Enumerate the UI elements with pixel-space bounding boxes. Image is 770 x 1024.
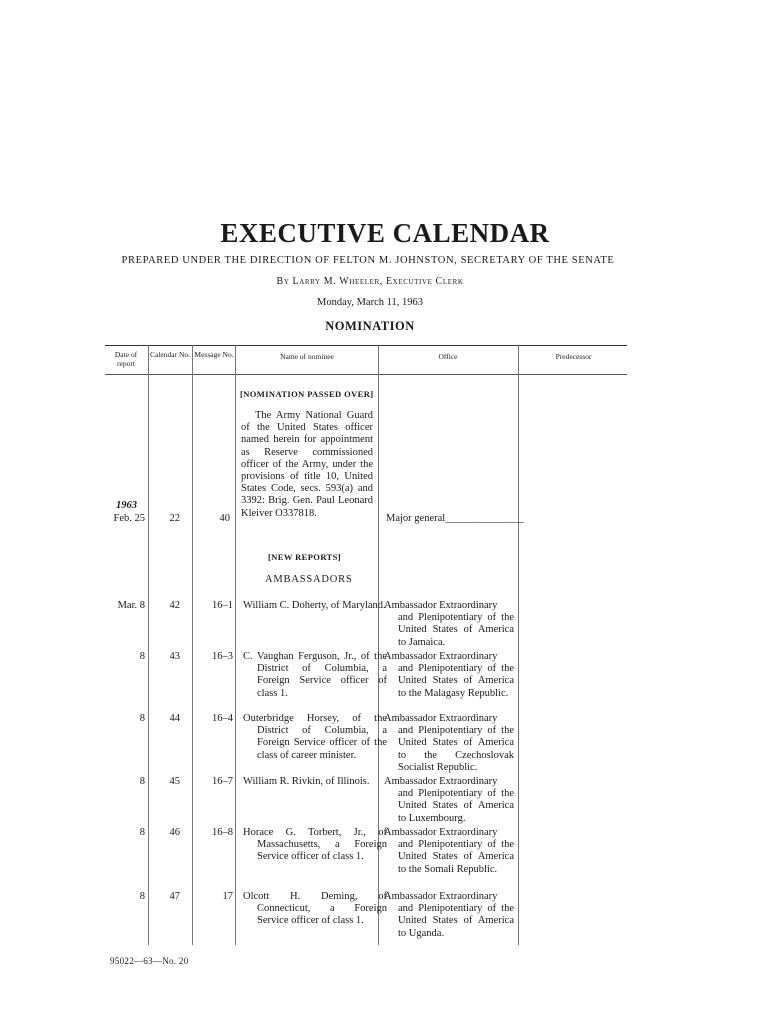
passed-over-heading: [NOMINATION PASSED OVER] [240, 389, 374, 399]
table-row-office [384, 776, 514, 825]
column-header-predecessor: Predecessor [555, 352, 592, 361]
office-first-line: Ambassador Extraordinary [384, 891, 498, 902]
office-continuation: and Plenipotentiary of the United States of America to the Malagasy Republic. [398, 663, 514, 699]
table-row-calendar-no: 44 [169, 713, 180, 724]
passed-over-message-no: 40 [219, 513, 230, 524]
office-continuation: and Plenipotentiary of the United States of America to Jamaica. [398, 612, 514, 648]
table-row-message-no: 16–3 [212, 651, 233, 662]
table-row-office [384, 600, 514, 649]
table-row-calendar-no: 47 [169, 891, 180, 902]
table-row-office [384, 891, 514, 940]
office-continuation: and Plenipotentiary of the United States of America to the Somali Republic. [398, 839, 514, 875]
table-row-nominee: Horace G. Torbert, Jr., of Massachusetts, a Foreign Service officer of class 1. [243, 827, 387, 863]
table-row-calendar-no: 45 [169, 776, 180, 787]
table-row-message-no: 16–1 [212, 600, 233, 611]
byline: By Larry M. Wheeler, Executive Clerk [276, 276, 464, 287]
office-first-line: Ambassador Extraordinary [384, 600, 498, 611]
leader-dots: _______________ [445, 513, 524, 524]
table-row-date: 8 [139, 891, 145, 902]
column-divider [148, 345, 149, 945]
table-row-nominee: William R. Rivkin, of Illinois. [243, 776, 370, 787]
table-row-message-no: 16–7 [212, 776, 233, 787]
passed-over-calendar-no: 22 [169, 513, 180, 524]
table-header-rule [105, 374, 627, 375]
office-first-line: Ambassador Extraordinary [384, 827, 498, 838]
table-row-date: 8 [139, 651, 145, 662]
column-divider [235, 345, 236, 945]
office-first-line: Ambassador Extraordinary [384, 713, 498, 724]
section-heading: NOMINATION [325, 319, 415, 333]
table-row-message-no: 16–8 [212, 827, 233, 838]
table-row-message-no: 17 [222, 891, 233, 902]
table-row-calendar-no: 43 [169, 651, 180, 662]
table-row-date: Mar. 8 [117, 600, 145, 611]
column-header-office: Office [438, 352, 458, 361]
column-header-calendar: Calendar No. [150, 350, 190, 359]
table-row-office [384, 713, 514, 774]
column-header-date: Date of report [114, 350, 138, 368]
table-row-date: 8 [139, 827, 145, 838]
ambassadors-heading: AMBASSADORS [265, 574, 353, 585]
passed-over-office [386, 513, 524, 525]
table-top-rule [105, 345, 627, 346]
table-row-office [384, 651, 514, 700]
column-header-message: Message No. [194, 350, 234, 359]
calendar-date: Monday, March 11, 1963 [317, 297, 423, 308]
table-row-date: 8 [139, 713, 145, 724]
passed-over-date: Feb. 25 [113, 513, 145, 524]
office-continuation: and Plenipotentiary of the United States of America to the Czechoslovak Socialist Republic. [398, 725, 514, 773]
table-row-calendar-no: 46 [169, 827, 180, 838]
column-divider [518, 345, 519, 945]
table-row-nominee: C. Vaughan Ferguson, Jr., of the District of Columbia, a Foreign Service officer of class 1. [243, 651, 387, 699]
table-row-calendar-no: 42 [169, 600, 180, 611]
page-title: EXECUTIVE CALENDAR [220, 218, 550, 248]
column-divider [192, 345, 193, 945]
table-row-nominee: William C. Doherty, of Maryland. [243, 600, 386, 611]
office-first-line: Ambassador Extraordinary [384, 776, 498, 787]
table-row-office [384, 827, 514, 876]
office-first-line: Ambassador Extraordinary [384, 651, 498, 662]
print-job-number: 95022—63—No. 20 [110, 956, 189, 966]
new-reports-heading: [NEW REPORTS] [268, 552, 341, 562]
passed-over-year: 1963 [116, 500, 137, 511]
table-row-message-no: 16–4 [212, 713, 233, 724]
column-header-name: Name of nominee [280, 352, 334, 361]
table-row-nominee: Olcott H. Deming, of Connecticut, a Foreign Service officer of class 1. [243, 891, 387, 927]
page-subtitle: PREPARED UNDER THE DIRECTION OF FELTON M. JOHNSTON, SECRETARY OF THE SENATE [121, 255, 615, 266]
table-row-date: 8 [139, 776, 145, 787]
office-continuation: and Plenipotentiary of the United States of America to Uganda. [398, 903, 514, 939]
office-continuation: and Plenipotentiary of the United States of America to Luxembourg. [398, 788, 514, 824]
passed-over-nominee: The Army National Guard of the United States officer named herein for appointment as Reserve commissioned officer of the Army, under the provisions of title 10, United States Code, secs. 593(a) and 3392: Brig. Gen. Paul Leonard Kleiver O337818. [241, 410, 373, 519]
table-row-nominee: Outerbridge Horsey, of the District of Columbia, a Foreign Service officer of the class of career minister. [243, 713, 387, 761]
passed-over-office-text: Major general [386, 513, 446, 524]
